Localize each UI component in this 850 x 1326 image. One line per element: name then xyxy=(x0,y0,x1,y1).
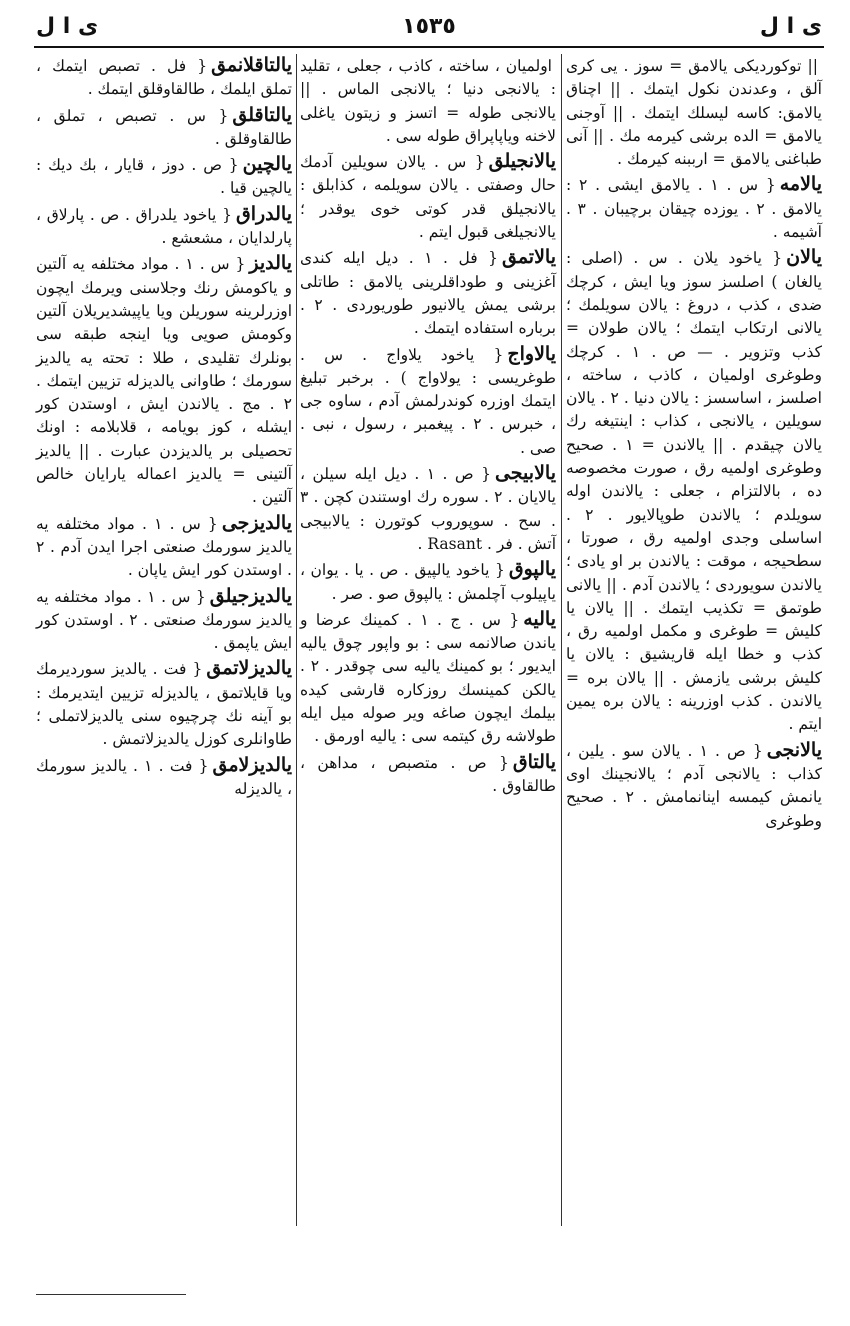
header-letters-left: ی ا ل xyxy=(36,14,99,39)
dictionary-entry xyxy=(300,751,556,799)
entry-definition: { یاخود یلاواج . س . طوغریسی : یولاواج ) . برخبر تبلیغ ایتمك اوزره کوندرلمش آدم ، ساوه جی ، خبرس . ٢ . پیغمبر ، رسول ، نبی . صی . xyxy=(300,345,556,457)
entry-definition: { ص . ١ . یالان سو . یلین ، کذاب : یالانجی آدم ؛ یالانجینك اوی یانمش کیمسه اینانمامش . ٢ . صحیح وطوغری xyxy=(566,741,822,830)
dictionary-entry xyxy=(300,558,556,606)
column-divider xyxy=(561,54,562,1226)
entry-headword: یالانجیلق xyxy=(488,150,556,173)
dictionary-entry xyxy=(36,104,292,152)
entry-headword: یالان xyxy=(786,246,822,269)
entry-definition: { ص . متصبص ، مداهن ، طالقاوق . xyxy=(300,753,556,795)
entry-definition: { فت . ١ . یالدیز سورمك ، یالدیزله xyxy=(36,756,292,798)
entry-definition: { یاخود یلدراق . ص . پارلاق ، پارلدایان ، مشعشع . xyxy=(36,205,292,248)
entry-definition: { س . یالان سویلین آدمك حال وصفتی . یالان سویلمه ، کذابلق : یالانجیلق قدر کوتی خوی یوقدر ؛ یالانجیلغی قبول ایتم . xyxy=(300,153,556,242)
dictionary-entry xyxy=(36,54,292,102)
dictionary-entry xyxy=(566,173,822,244)
entry-definition: { س . ج . ١ . کمینك عرضا و یاندن صالانمه سی : بو واپور چوق یالیه ایدیور ؛ بو کمینك یالیه سی چوقدر . ٢ . یالکن کمینسك روزکاره قارشی کیده بیلمك ایچون صاغه ویر صوله میل ایله طولاشه رق کیتمه سی : یالیه اورمق . xyxy=(300,610,556,746)
entry-headword: یالامه xyxy=(779,173,822,196)
entry-headword: یالدراق xyxy=(235,202,292,225)
entry-definition: { س . ١ . مواد مختلفه یه یالدیز سورمك صنعتی اجرا ایدن آدم . ٢ . اوستدن کور ایش یاپان . xyxy=(36,514,292,580)
entry-headword: یالابیجی xyxy=(494,462,556,485)
dictionary-entry xyxy=(36,657,292,751)
page-number: ١٥٣٥ xyxy=(402,14,456,39)
entry-definition: || توکوردیکی یالامق = سوز . یی کری آلق ، وعدندن نکول ایتمك . || اچناق یالامق: کاسه لیسلك ایتمك . || آوجنی یالامق = الده برشی کیرمه مك . || آنی طباغنی یالامق = ارببنه کیرمك . xyxy=(566,57,822,169)
entry-headword: یالتاق xyxy=(512,750,556,773)
entry-headword: یالدیزجیلق xyxy=(209,584,293,607)
column-right xyxy=(566,54,822,835)
dictionary-entry xyxy=(36,203,292,251)
dictionary-entry xyxy=(300,246,556,340)
entry-definition: { فت . یالدیز سوردیرمك ویا قایلاتمق ، یالدیزله تزیین ایتدیرمك : بو آینه نك چرچیوه سنی یالدیزلاتملی ؛ طاوانلری کوزل یالدیزلاتمش . xyxy=(36,660,292,749)
entry-definition: { ص . ١ . دیل ایله سیلن ، یالایان . ٢ . سوره رك اوستندن کچن . ٣ . سح . سوپوروب کوتورن : یالابیجی آتش . فر . Rasant . xyxy=(300,465,556,553)
entry-headword: یالدیزلامق xyxy=(212,753,292,776)
dictionary-entry xyxy=(300,608,556,749)
page-header xyxy=(36,14,822,42)
dictionary-entry xyxy=(300,54,556,148)
dictionary-entry xyxy=(36,512,292,583)
entry-headword: یالپوق xyxy=(508,558,556,581)
dictionary-entry xyxy=(300,150,556,244)
entry-definition: { فل . ١ . دیل ایله کندی آغزینی و طوداقلرینی یالامق : طاتلی برشی یمش یالانیور طوریوردی . ٢ . برباره استفاده ایتمك . xyxy=(300,249,556,338)
entry-definition: { یاخود یالپیق . ص . یا . یوان ، یاپیلوب آچلمش : یالپوق صو . صر . xyxy=(300,561,556,603)
entry-headword: یالاواج xyxy=(507,342,556,365)
entry-headword: یالانجی xyxy=(766,738,822,761)
column-middle xyxy=(300,54,556,800)
dictionary-entry xyxy=(300,343,556,460)
entry-definition: { س . ١ . یالامق ایشی . ٢ : یالامق . ٢ . یوزده چیقان برچیبان . ٣ . آشیمه . xyxy=(566,176,822,242)
dictionary-entry xyxy=(36,754,292,802)
entry-headword: یالدیزجی xyxy=(221,511,293,534)
entry-headword: یالتاقلانمق xyxy=(211,54,292,76)
entry-definition: { س . ١ . مواد مختلفه یه آلتین و یاکومش رنك وجلاسنی ویرمك ایچون اوزرلرینه سوریلن ویا یاپیشدیریلان آلتین وکومش صویی ویا اینجه طبقه سی بونلرك تقلیدی ، طلا : تحته یه یالدیز سورمك ؛ طاوانی یالدیزله تزیین ایتمك . ٢ . مج . یالاندن ایش ، اوستدن کور ایشله ، کوز بویامه ، قلابلامه : اونك تحصیلی بر یالدیزدن عبارت . || یالدیز آلتینی = یالدیز اعماله یارایان خالص آلتین . xyxy=(36,255,292,507)
entry-headword: یالدیزلاتمق xyxy=(206,657,292,680)
entry-definition: { س . ١ . مواد مختلفه یه یالدیز سورمك صنعتی . ٢ . اوستدن کور ایش یاپمق . xyxy=(36,587,292,653)
dictionary-entry xyxy=(566,739,822,833)
dictionary-entry xyxy=(36,153,292,201)
entry-definition: اولمیان ، ساخته ، کاذب ، جعلی ، تقلید : یالانجی دنیا ؛ یالانجی الماس . || یالانجی طوله = اتسز و زیتون یاغلی لاخنه ویاپاپراق طوله سی . xyxy=(300,57,556,145)
entry-definition: { یاخود یلان . س . (اصلی : یالغان ) اصلسز سوز ویا ایش ، کرچك ضدی ، کذب ، دروغ : یالان سویلمك ؛ یالانی ارتکاب ایتمك ؛ یالان طولان = کذب وتزویر . — ص . ١ . کرچك وطوغری اولمیان ، کاذب ، ساخته ، اصلسز ، اساسسز : یالان دنیا . ٢ . یالان سویلین ، یالانجی ، کذاب : اینتیغه رك یالان چیقدم . || یالاندن = ١ . صحیح وطوغری اولمیه رق ، صورت مخصوصه ده ، بالالتزام ، جعلی : یالاندن اوله سویلدم ؛ یالاندن طوپالایور . ٢ . اساسلی وجدی اولمیه رق ، صورتا ، سطحیجه ، موقت : یالاندن بر او یادی ؛ یالاندن سویوردی ؛ یالاندن آدم . || یالانی طوتمق = تکذیب ایتمك . || یالان یا کلیش = طوغری و مکمل اولمیه رق ، کذب و خطا ایله قاریشیق : یالان یا کلیش برشی یازمش . || یالان بره = یالاندن . کذب اوزرینه : یالان بره یمین ایتم . xyxy=(566,249,823,734)
dictionary-entry xyxy=(566,54,822,171)
dictionary-entry xyxy=(36,585,292,656)
dictionary-entry xyxy=(36,252,292,509)
header-letters-right: ی ا ل xyxy=(759,14,822,39)
entry-headword: یالیه xyxy=(523,607,557,630)
dictionary-entry xyxy=(300,462,556,556)
entry-definition: { فل . تصبص ایتمك ، تملق ایلمك ، طالقاوقلق ایتمك . xyxy=(36,57,292,99)
dictionary-entry xyxy=(566,246,822,736)
entry-headword: یالچین xyxy=(242,153,292,176)
footer-rule xyxy=(36,1294,186,1295)
entry-headword: یالدیز xyxy=(249,252,292,275)
column-left xyxy=(36,54,292,803)
entry-headword: یالاتمق xyxy=(501,246,556,269)
entry-definition: { ص . دوز ، قایار ، بك دیك : یالچین قیا . xyxy=(36,156,292,198)
header-rule xyxy=(34,46,824,48)
entry-headword: یالتاقلق xyxy=(232,103,292,126)
entry-definition: { س . تصبص ، تملق ، طالقاوقلق . xyxy=(36,106,292,148)
column-divider xyxy=(296,54,297,1226)
